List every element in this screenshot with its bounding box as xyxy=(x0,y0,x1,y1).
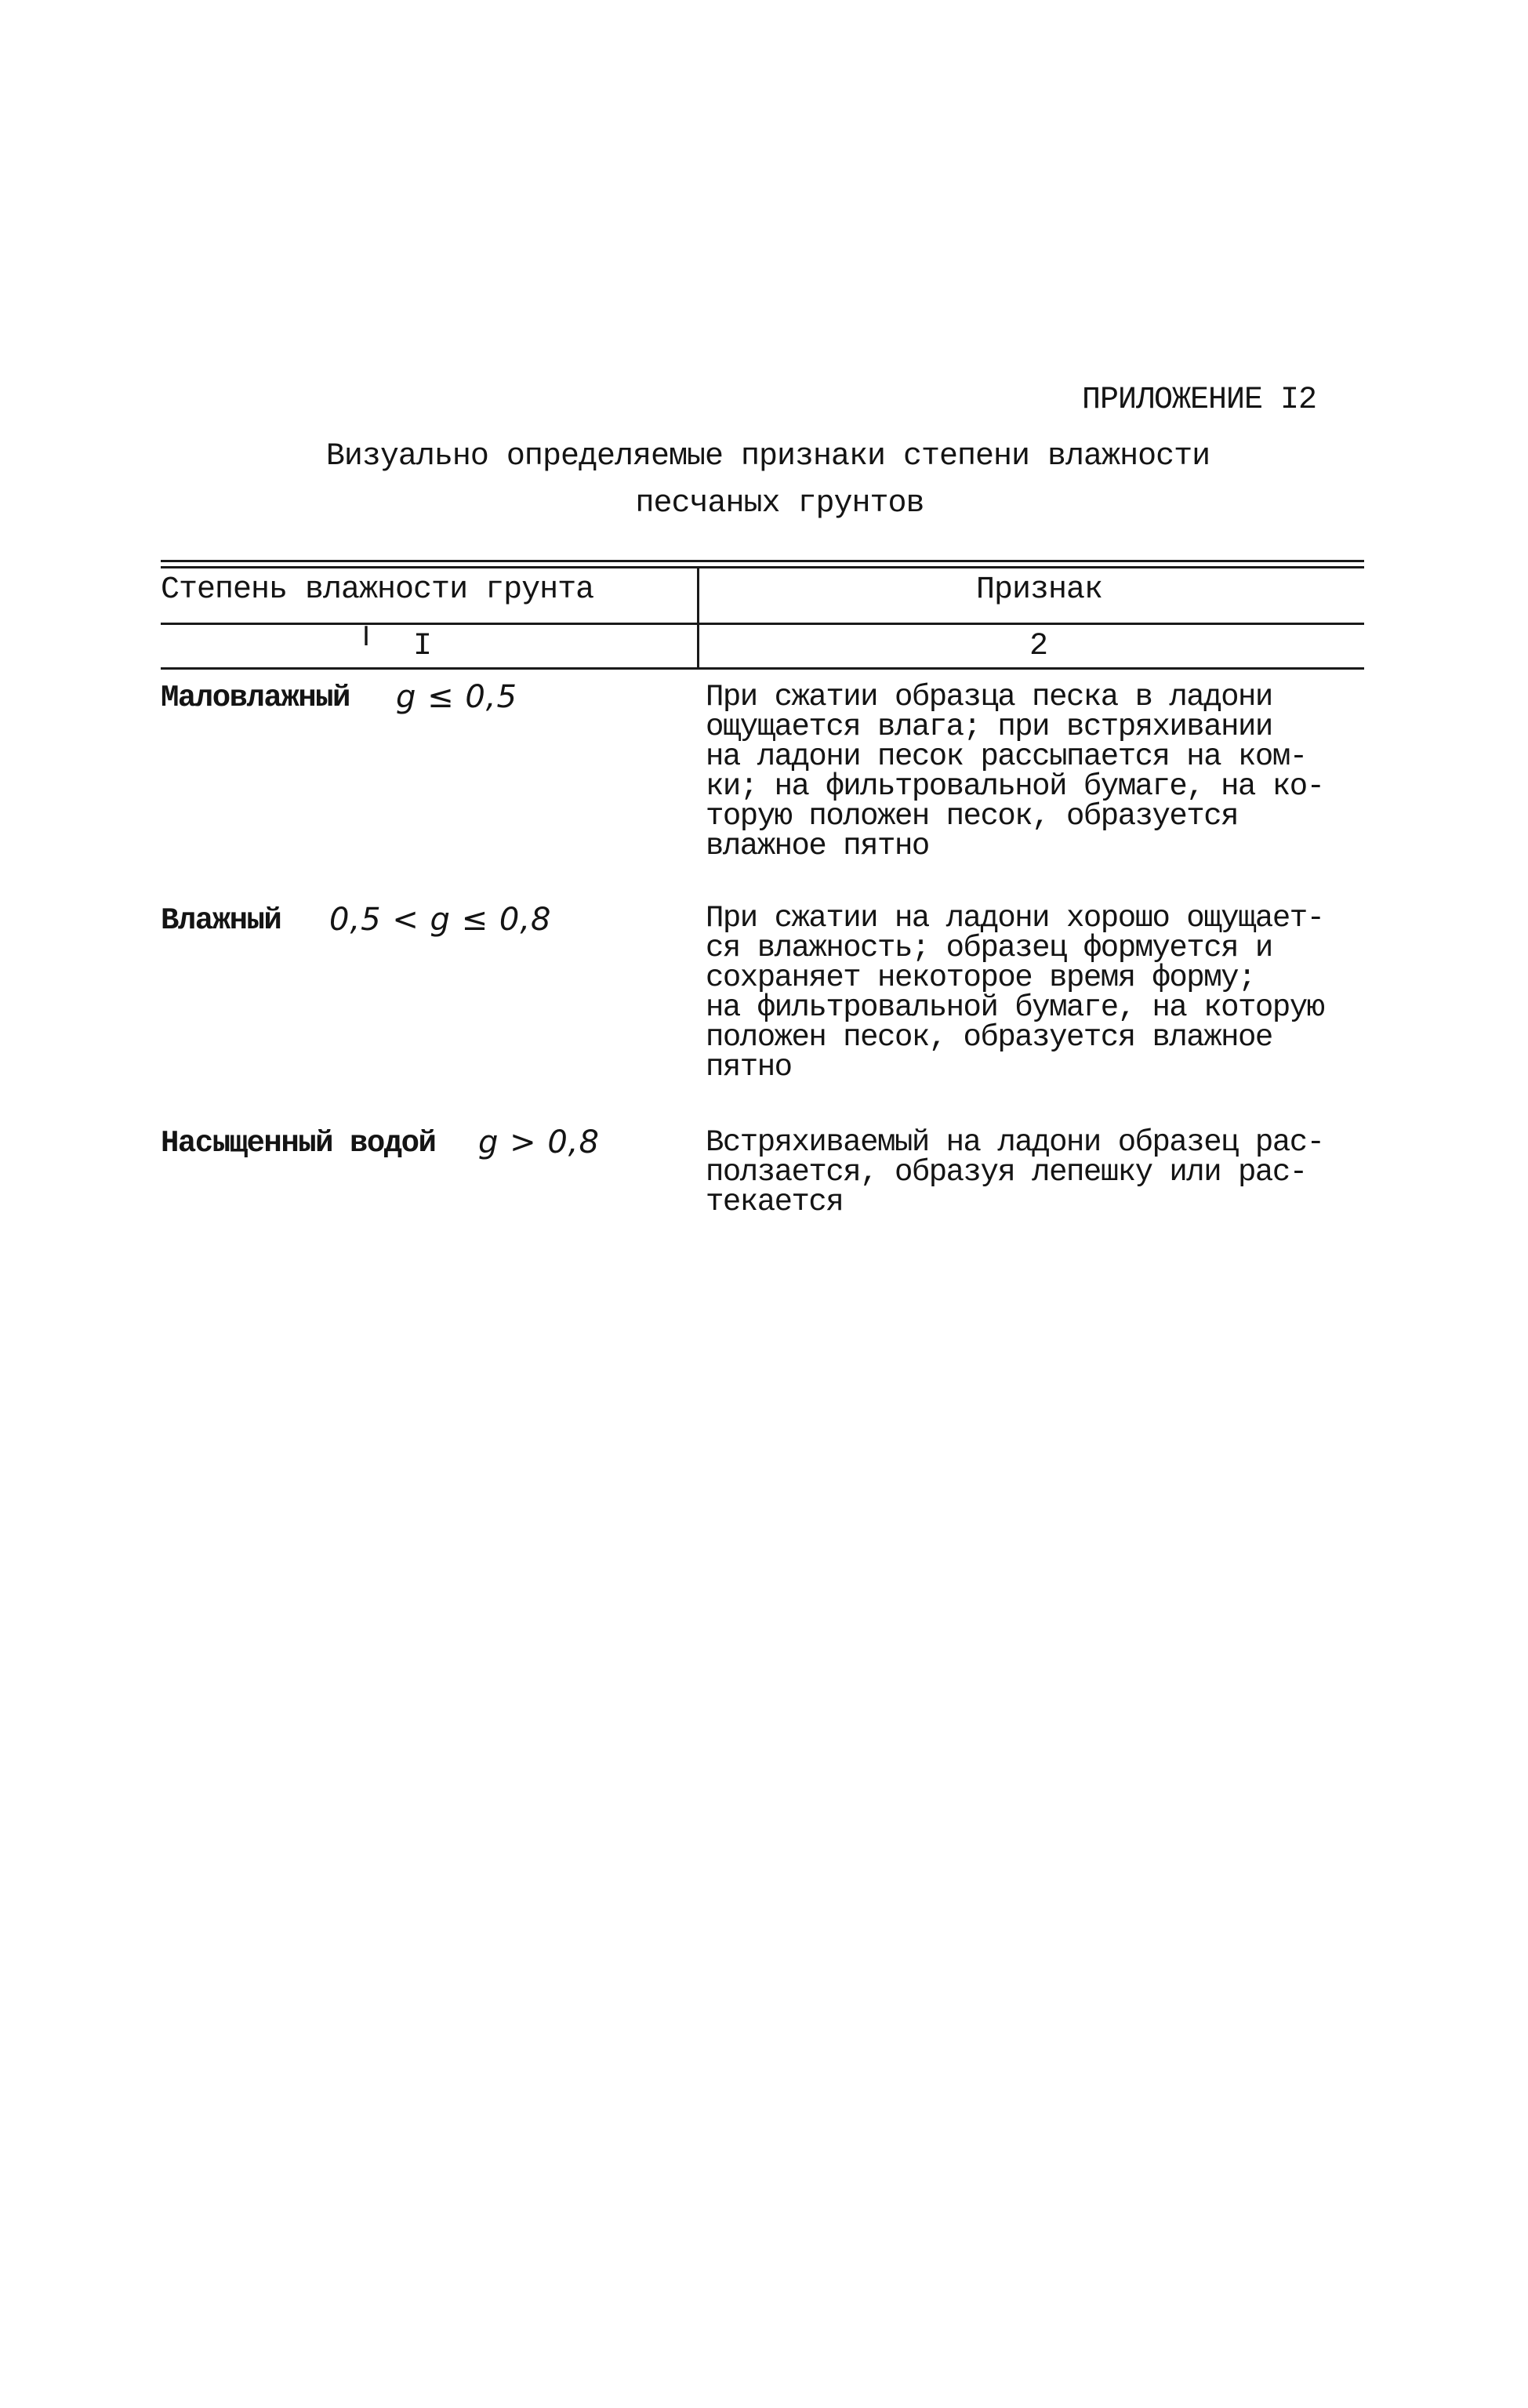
appendix-label: ПРИЛОЖЕНИЕ I2 xyxy=(1082,383,1317,418)
sign-line: текается xyxy=(706,1185,844,1219)
sign-line: Встряхиваемый на ладони образец рас- xyxy=(706,1125,1324,1160)
sign-line: положен песок, образуется влажное xyxy=(706,1020,1272,1055)
sign-line: на фильтровальной бумаге, на которую xyxy=(706,990,1324,1025)
sign-description xyxy=(706,903,1490,1082)
header-degree: Степень влажности грунта xyxy=(161,572,594,608)
sign-line: ползается, образуя лепешку или рас- xyxy=(706,1155,1307,1189)
condition-formula: g > 0,8 xyxy=(478,1124,600,1160)
column-number-mark: I xyxy=(362,621,371,652)
sign-line: При сжатии образца песка в ладони xyxy=(706,680,1272,714)
sign-description xyxy=(706,1125,1490,1219)
sign-line: торую положен песок, образуется xyxy=(706,799,1239,834)
sign-line: ощущается влага; при встряхивании xyxy=(706,710,1272,744)
sign-line: на ладони песок рассыпается на ком- xyxy=(706,739,1307,774)
sign-line: При сжатии на ладони хорошо ощущает- xyxy=(706,901,1324,935)
sign-line: влажное пятно xyxy=(706,829,929,863)
sign-line: ся влажность; образец формуется и xyxy=(706,931,1272,965)
sign-description xyxy=(706,682,1490,861)
condition-formula: 0,5 < g ≤ 0,8 xyxy=(329,902,552,938)
header-rule xyxy=(161,623,1364,625)
condition-formula: g ≤ 0,5 xyxy=(396,679,517,715)
column-number-2: 2 xyxy=(1029,629,1049,664)
document-title-line-1: Визуально определяемые признаки степени влажности xyxy=(325,439,1210,474)
column-number-1: I xyxy=(413,629,433,664)
header-sign: Признак xyxy=(976,572,1103,608)
table-top-rule-inner xyxy=(161,566,1364,568)
sign-line: ки; на фильтровальной бумаге, на ко- xyxy=(706,769,1324,804)
document-title-line-2: песчаных грунтов xyxy=(635,486,924,521)
degree-label: Маловлажный xyxy=(161,681,350,715)
degree-label: Насыщенный водой xyxy=(161,1126,436,1160)
column-divider xyxy=(697,566,699,670)
sign-line: сохраняет некоторое время форму; xyxy=(706,961,1255,995)
numbers-rule xyxy=(161,667,1364,670)
sign-line: пятно xyxy=(706,1050,792,1084)
table-top-rule xyxy=(161,560,1364,562)
degree-label: Влажный xyxy=(161,903,281,938)
